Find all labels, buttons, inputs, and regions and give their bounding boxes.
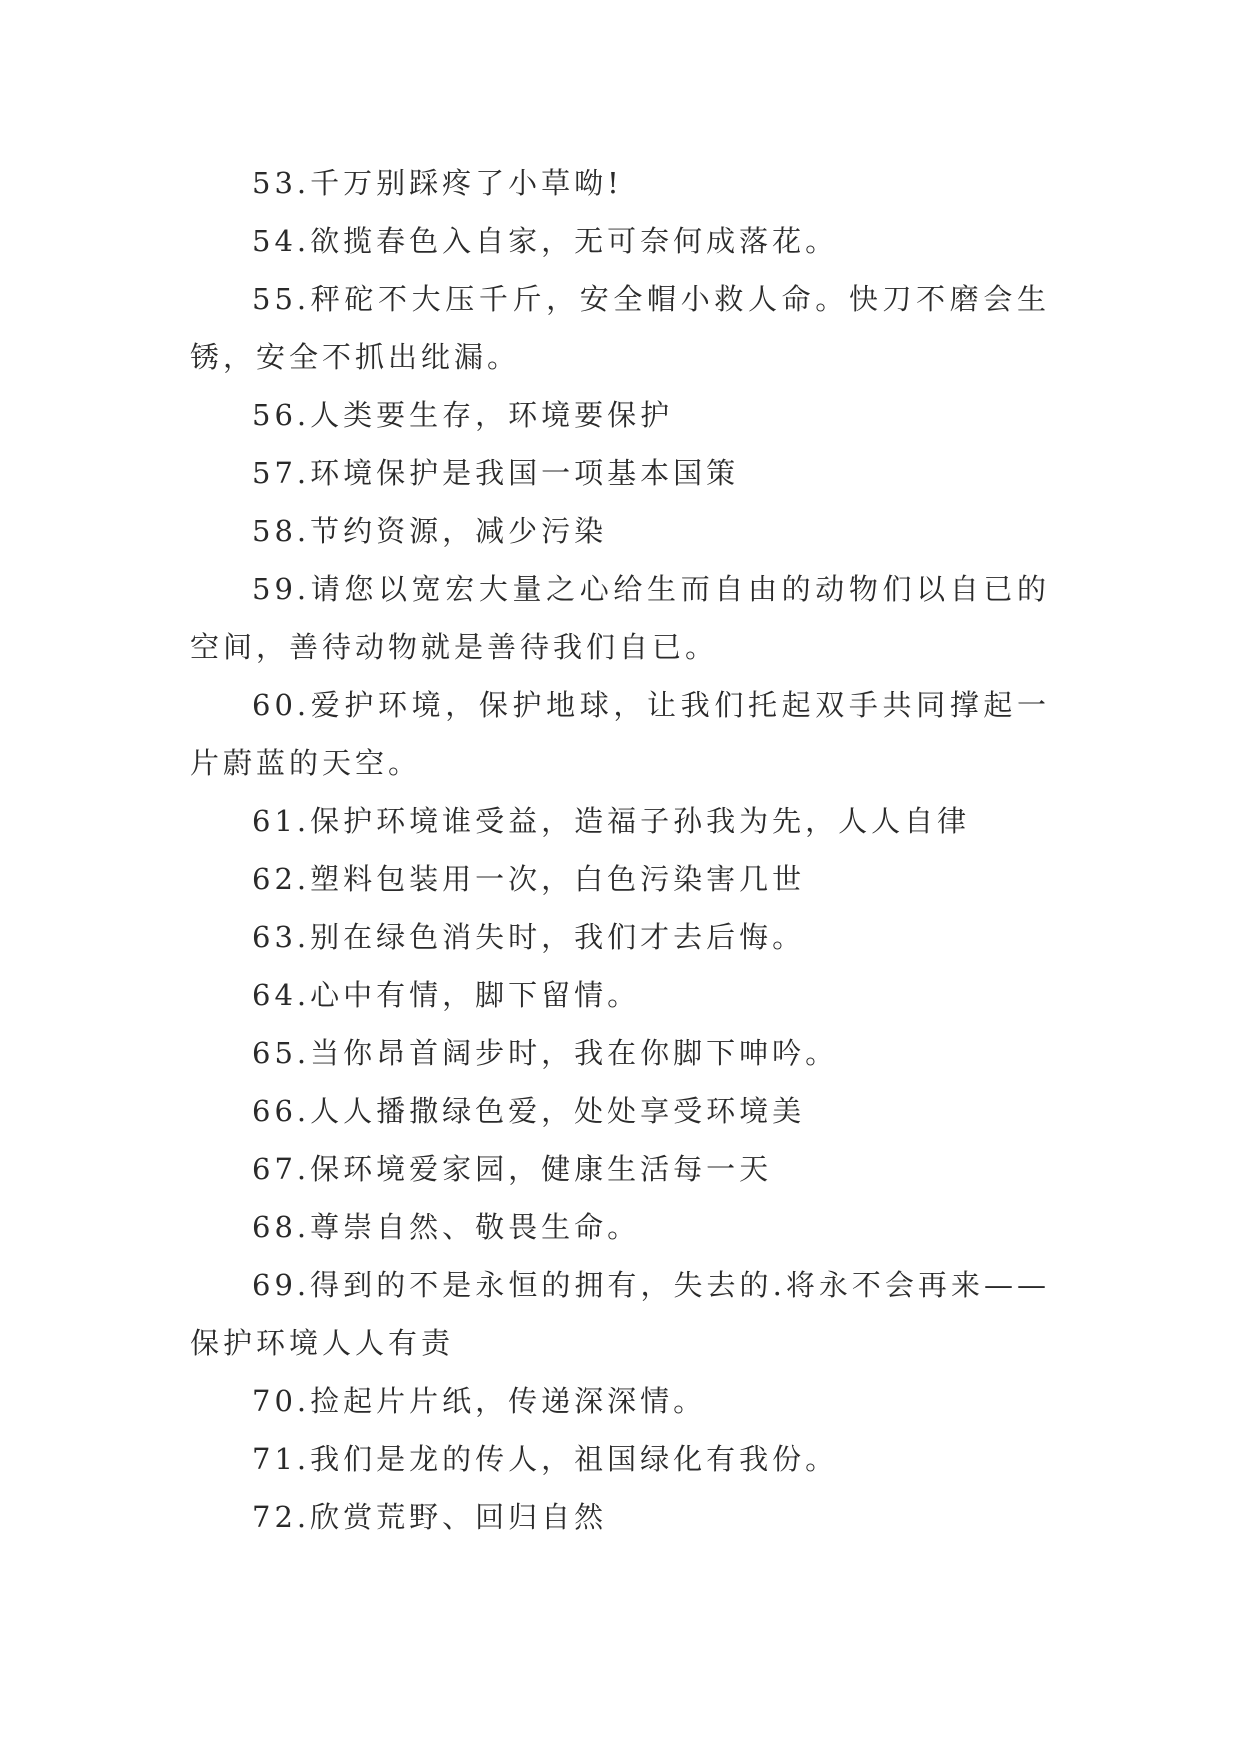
slogan-line: 58.节约资源，减少污染 [252,514,608,548]
slogan-line: 55.秤砣不大压千斤，安全帽小救人命。快刀不磨会生锈，安全不抓出纰漏。 [190,282,1050,374]
slogan-line: 70.捡起片片纸，传递深深情。 [252,1384,707,1418]
slogan-line: 62.塑料包装用一次，白色污染害几世 [252,862,806,896]
slogan-line: 60.爱护环境，保护地球，让我们托起双手共同撑起一片蔚蓝的天空。 [190,688,1050,780]
slogan-line: 72.欣赏荒野、回归自然 [252,1500,608,1534]
slogan-line: 63.别在绿色消失时，我们才去后悔。 [252,920,806,954]
document-page [190,154,1050,1546]
slogan-line: 69.得到的不是永恒的拥有，失去的.将永不会再来——保护环境人人有责 [190,1268,1050,1360]
slogan-line: 59.请您以宽宏大量之心给生而自由的动物们以自已的空间，善待动物就是善待我们自已。 [190,572,1050,664]
slogan-line: 61.保护环境谁受益，造福子孙我为先，人人自律 [252,804,971,838]
slogan-line: 56.人类要生存，环境要保护 [252,398,674,432]
slogan-line: 53.千万别踩疼了小草呦! [252,166,623,200]
slogan-line: 65.当你昂首阔步时，我在你脚下呻吟。 [252,1036,839,1070]
slogan-line: 66.人人播撒绿色爱，处处享受环境美 [252,1094,806,1128]
slogan-line: 64.心中有情，脚下留情。 [252,978,641,1012]
slogan-line: 67.保环境爱家园，健康生活每一天 [252,1152,773,1186]
slogan-line: 57.环境保护是我国一项基本国策 [252,456,740,490]
slogan-line: 68.尊崇自然、敬畏生命。 [252,1210,641,1244]
slogan-line: 71.我们是龙的传人，祖国绿化有我份。 [252,1442,839,1476]
slogan-line: 54.欲揽春色入自家，无可奈何成落花。 [252,224,839,258]
